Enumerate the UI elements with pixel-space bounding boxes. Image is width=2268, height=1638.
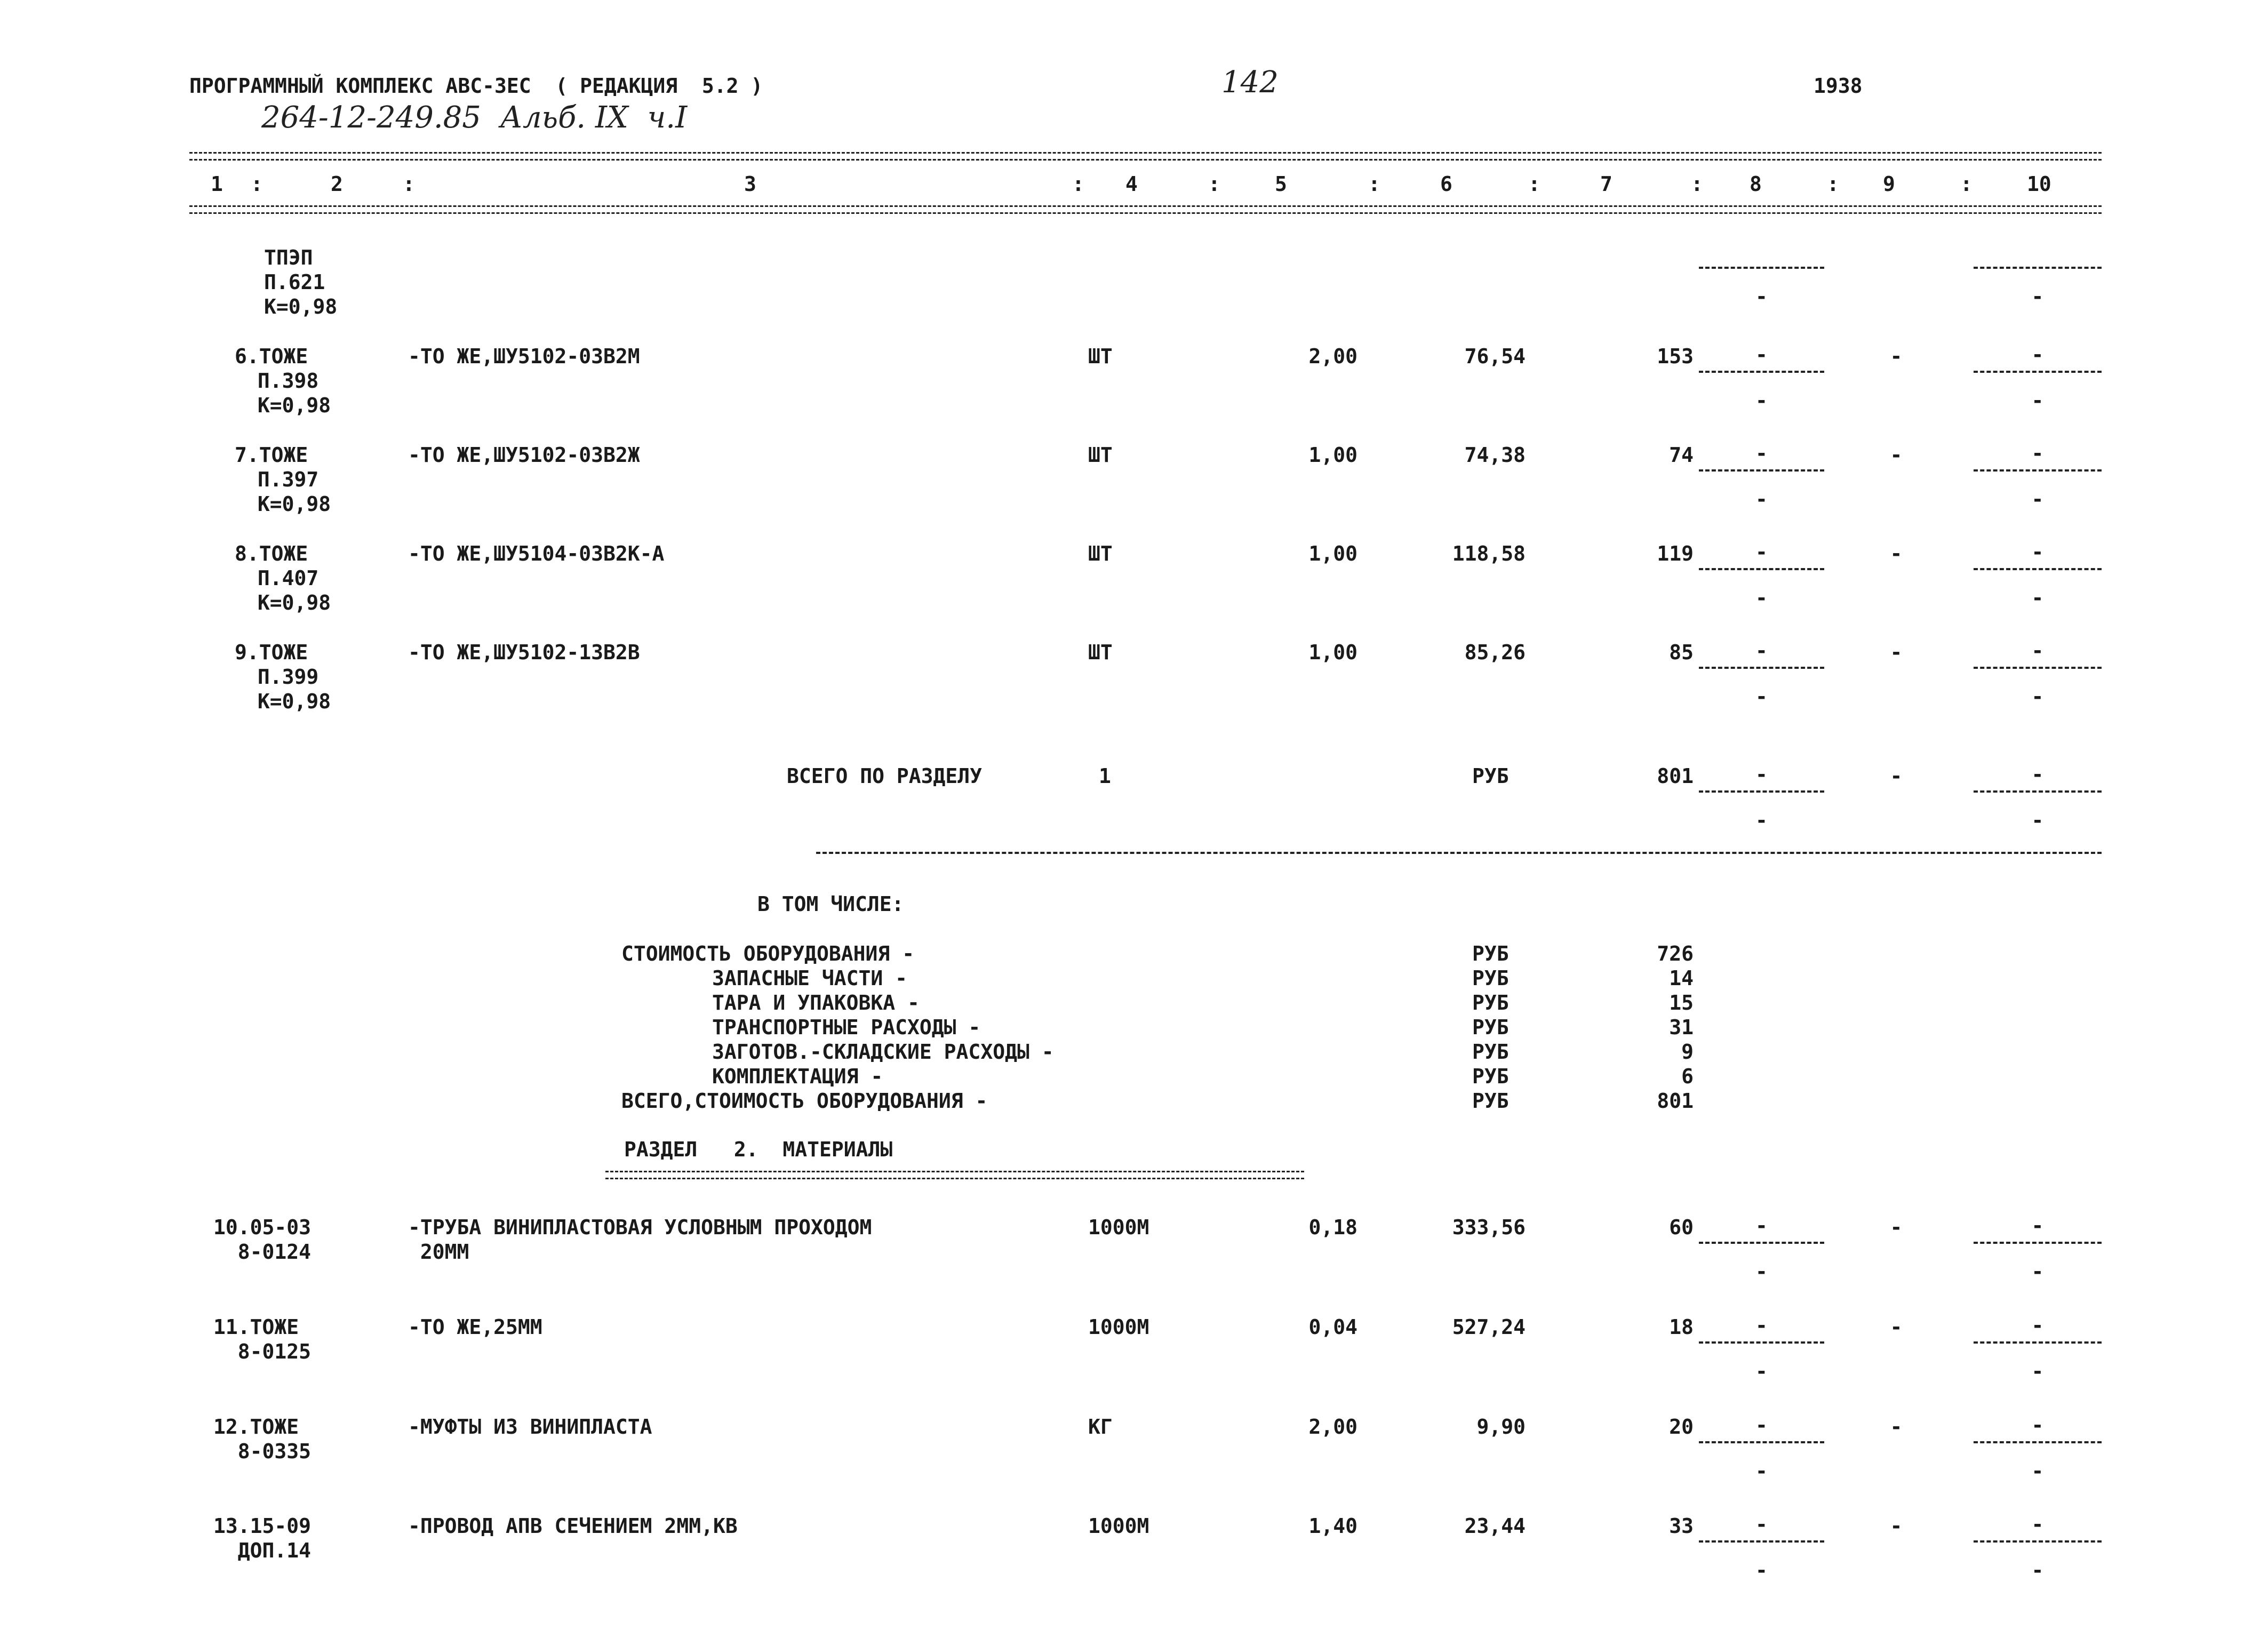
material-col8-bottom: - — [1755, 1559, 1768, 1582]
equipment-code-line: 6.ТОЖЕ — [235, 345, 308, 368]
material-price: 333,56 — [1452, 1216, 1526, 1239]
equipment-name: -ТО ЖЕ,ШУ5102-03В2М — [408, 345, 640, 368]
section-total-unit: РУБ — [1472, 764, 1509, 788]
breakdown-unit: РУБ — [1472, 991, 1509, 1014]
column-header-9: 9 — [1883, 172, 1895, 196]
equipment-col9: - — [1890, 443, 1903, 467]
material-name-line: -ТО ЖЕ,25ММ — [408, 1315, 542, 1339]
top-col10 — [1974, 240, 2102, 309]
equipment-col10-bottom: - — [2031, 389, 2044, 412]
section-total-label: ВСЕГО ПО РАЗДЕЛУ — [787, 764, 983, 788]
equipment-code-line: К=0,98 — [245, 394, 331, 417]
material-col10 — [1974, 1215, 2102, 1284]
equipment-code-line: П.398 — [245, 369, 319, 393]
material-col8 — [1699, 1415, 1824, 1484]
material-col10-line — [1974, 1242, 2102, 1244]
section-total-col10-bottom: - — [2031, 809, 2044, 832]
material-code-line: 8-0125 — [213, 1340, 312, 1363]
section-total-col10-line — [1974, 790, 2102, 793]
material-total: 20 — [1669, 1415, 1694, 1439]
equipment-col8-top: - — [1755, 343, 1768, 366]
material-code-line: 11.ТОЖЕ — [213, 1315, 299, 1339]
material-col9: - — [1890, 1514, 1903, 1538]
material-col8-bottom: - — [1755, 1260, 1768, 1283]
equipment-col8-line — [1699, 667, 1824, 669]
equipment-col10 — [1974, 541, 2102, 611]
material-unit: 1000М — [1088, 1514, 1149, 1538]
material-code-line: 10.05-03 — [213, 1216, 312, 1239]
material-col8-line — [1699, 1540, 1824, 1543]
material-col8-top: - — [1755, 1513, 1768, 1536]
breakdown-label: ТАРА И УПАКОВКА - — [712, 991, 920, 1014]
material-col8 — [1699, 1315, 1824, 1384]
material-col8-bottom: - — [1755, 1360, 1768, 1383]
breakdown-label: КОМПЛЕКТАЦИЯ - — [712, 1065, 883, 1088]
material-col8 — [1699, 1215, 1824, 1284]
material-qty: 2,00 — [1308, 1415, 1357, 1439]
material-col8-line — [1699, 1341, 1824, 1344]
equipment-col10 — [1974, 640, 2102, 709]
material-code-line: 13.15-09 — [213, 1514, 312, 1538]
section-total-value: 801 — [1657, 764, 1694, 788]
equipment-name: -ТО ЖЕ,ШУ5102-13В2В — [408, 641, 640, 664]
material-col8-top: - — [1755, 1214, 1768, 1237]
equipment-col10-line — [1974, 568, 2102, 570]
material-total: 60 — [1669, 1216, 1694, 1239]
material-col10-bottom: - — [2031, 1260, 2044, 1283]
column-header-5: 5 — [1275, 172, 1287, 196]
equipment-code-line: К=0,98 — [245, 492, 331, 516]
equipment-code-line: 7.ТОЖЕ — [235, 443, 308, 467]
equipment-qty: 2,00 — [1308, 345, 1357, 368]
column-separator: : — [1691, 172, 1703, 196]
section-total-col10-top: - — [2031, 763, 2044, 786]
material-name-line: 20ММ — [408, 1240, 469, 1264]
breakdown-unit: РУБ — [1472, 1016, 1509, 1039]
equipment-col8-top: - — [1755, 442, 1768, 465]
material-col10-bottom: - — [2031, 1459, 2044, 1483]
material-col9: - — [1890, 1415, 1903, 1439]
column-separator: : — [1827, 172, 1839, 196]
equipment-code-line: П.399 — [245, 665, 319, 689]
section-total-number: 1 — [1099, 764, 1111, 788]
breakdown-value: 14 — [1669, 966, 1694, 990]
equipment-col10-bottom: - — [2031, 586, 2044, 610]
section-total-col10 — [1974, 764, 2102, 833]
column-header-1: 1 — [211, 172, 223, 196]
top-code-line: ТПЭП — [264, 246, 313, 269]
breakdown-unit: РУБ — [1472, 1065, 1509, 1088]
material-col10 — [1974, 1415, 2102, 1484]
breakdown-value: 31 — [1669, 1016, 1694, 1039]
equipment-name: -ТО ЖЕ,ШУ5104-03В2К-А — [408, 542, 665, 565]
equipment-total: 119 — [1657, 542, 1694, 565]
material-col8-line — [1699, 1441, 1824, 1443]
section-total-col9: - — [1890, 764, 1903, 788]
section-total-rule — [816, 852, 2102, 854]
section2-underline — [605, 1171, 1304, 1179]
including-label: В ТОМ ЧИСЛЕ: — [757, 892, 904, 916]
breakdown-value: 9 — [1681, 1040, 1694, 1064]
equipment-price: 76,54 — [1464, 345, 1526, 368]
equipment-col8-top: - — [1755, 540, 1768, 564]
material-code-line: 8-0124 — [213, 1240, 312, 1264]
breakdown-value: 726 — [1657, 942, 1694, 965]
equipment-col8-line — [1699, 568, 1824, 570]
material-price: 527,24 — [1452, 1315, 1526, 1339]
material-code-line: 12.ТОЖЕ — [213, 1415, 299, 1439]
column-header-7: 7 — [1600, 172, 1612, 196]
material-col10-top: - — [2031, 1413, 2044, 1437]
material-col10-line — [1974, 1540, 2102, 1543]
top-col10-bottom: - — [2031, 285, 2044, 308]
top-rule — [189, 152, 2102, 161]
material-col10 — [1974, 1514, 2102, 1583]
equipment-unit: ШТ — [1088, 542, 1113, 565]
equipment-col8-top: - — [1755, 639, 1768, 662]
equipment-unit: ШТ — [1088, 443, 1113, 467]
equipment-col8-bottom: - — [1755, 488, 1768, 511]
equipment-col9: - — [1890, 345, 1903, 368]
column-separator: : — [403, 172, 415, 196]
column-header-8: 8 — [1750, 172, 1762, 196]
header-bottom-rule — [189, 205, 2102, 214]
material-code-line: 8-0335 — [213, 1440, 312, 1463]
column-header-6: 6 — [1440, 172, 1452, 196]
equipment-col10-line — [1974, 667, 2102, 669]
project-reference-handwritten: 264-12-249.85 Альб. IX ч.I — [261, 100, 688, 135]
equipment-col9: - — [1890, 641, 1903, 664]
breakdown-label: ЗАГОТОВ.-СКЛАДСКИЕ РАСХОДЫ - — [712, 1040, 1054, 1064]
equipment-qty: 1,00 — [1308, 542, 1357, 565]
column-separator: : — [1208, 172, 1220, 196]
material-col10-line — [1974, 1441, 2102, 1443]
program-header: ПРОГРАММНЫЙ КОМПЛЕКС АВС-ЗЕС ( РЕДАКЦИЯ 5.2 ) — [189, 74, 763, 98]
equipment-code-line: 9.ТОЖЕ — [235, 641, 308, 664]
breakdown-unit: РУБ — [1472, 942, 1509, 965]
equipment-col10-bottom: - — [2031, 488, 2044, 511]
document-number: 1938 — [1814, 74, 1863, 98]
equipment-col10-line — [1974, 371, 2102, 373]
column-separator: : — [251, 172, 263, 196]
equipment-col8-bottom: - — [1755, 685, 1768, 708]
equipment-price: 85,26 — [1464, 641, 1526, 664]
material-col8-line — [1699, 1242, 1824, 1244]
column-separator: : — [1072, 172, 1084, 196]
breakdown-label: ВСЕГО,СТОИМОСТЬ ОБОРУДОВАНИЯ - — [621, 1089, 988, 1113]
equipment-col10-top: - — [2031, 343, 2044, 366]
material-total: 18 — [1669, 1315, 1694, 1339]
page-number-handwritten: 142 — [1221, 65, 1279, 100]
equipment-col9: - — [1890, 542, 1903, 565]
equipment-col10-bottom: - — [2031, 685, 2044, 708]
equipment-col8 — [1699, 541, 1824, 611]
equipment-col8 — [1699, 640, 1824, 709]
equipment-name: -ТО ЖЕ,ШУ5102-03В2Ж — [408, 443, 640, 467]
breakdown-label: ЗАПАСНЫЕ ЧАСТИ - — [712, 966, 908, 990]
equipment-col8-line — [1699, 371, 1824, 373]
material-col9: - — [1890, 1315, 1903, 1339]
material-col8 — [1699, 1514, 1824, 1583]
breakdown-value: 6 — [1681, 1065, 1694, 1088]
material-col8-top: - — [1755, 1413, 1768, 1437]
material-col10 — [1974, 1315, 2102, 1384]
material-name-line: -МУФТЫ ИЗ ВИНИПЛАСТА — [408, 1415, 652, 1439]
equipment-qty: 1,00 — [1308, 641, 1357, 664]
equipment-code-line: К=0,98 — [245, 690, 331, 713]
material-col10-bottom: - — [2031, 1559, 2044, 1582]
equipment-col10-top: - — [2031, 442, 2044, 465]
material-col8-bottom: - — [1755, 1459, 1768, 1483]
material-col8-top: - — [1755, 1314, 1768, 1337]
material-qty: 1,40 — [1308, 1514, 1357, 1538]
material-price: 9,90 — [1476, 1415, 1526, 1439]
equipment-total: 85 — [1669, 641, 1694, 664]
equipment-col10-top: - — [2031, 639, 2044, 662]
breakdown-unit: РУБ — [1472, 966, 1509, 990]
equipment-code-line: К=0,98 — [245, 591, 331, 614]
equipment-price: 74,38 — [1464, 443, 1526, 467]
section-total-col8-line — [1699, 790, 1824, 793]
equipment-col8-bottom: - — [1755, 389, 1768, 412]
equipment-qty: 1,00 — [1308, 443, 1357, 467]
equipment-code-line: П.397 — [245, 468, 319, 491]
breakdown-unit: РУБ — [1472, 1040, 1509, 1064]
equipment-total: 153 — [1657, 345, 1694, 368]
top-col8 — [1699, 240, 1824, 309]
material-name-line: -ТРУБА ВИНИПЛАСТОВАЯ УСЛОВНЫМ ПРОХОДОМ — [408, 1216, 872, 1239]
column-separator: : — [1960, 172, 1972, 196]
top-col8-line — [1699, 267, 1824, 269]
equipment-col8 — [1699, 443, 1824, 512]
equipment-col8-line — [1699, 469, 1824, 472]
breakdown-value: 801 — [1657, 1089, 1694, 1113]
material-total: 33 — [1669, 1514, 1694, 1538]
equipment-total: 74 — [1669, 443, 1694, 467]
material-col10-bottom: - — [2031, 1360, 2044, 1383]
column-header-2: 2 — [331, 172, 343, 196]
top-code-line: П.621 — [264, 270, 325, 294]
column-separator: : — [1528, 172, 1540, 196]
column-header-4: 4 — [1125, 172, 1138, 196]
breakdown-value: 15 — [1669, 991, 1694, 1014]
material-col9: - — [1890, 1216, 1903, 1239]
section-total-col8 — [1699, 764, 1824, 833]
section-total-col8-bottom: - — [1755, 809, 1768, 832]
material-col10-top: - — [2031, 1513, 2044, 1536]
equipment-col10-line — [1974, 469, 2102, 472]
column-separator: : — [1368, 172, 1380, 196]
column-header-3: 3 — [744, 172, 756, 196]
equipment-col8 — [1699, 344, 1824, 413]
equipment-unit: ШТ — [1088, 641, 1113, 664]
material-qty: 0,18 — [1308, 1216, 1357, 1239]
top-code-line: К=0,98 — [264, 295, 338, 318]
material-unit: КГ — [1088, 1415, 1113, 1439]
equipment-unit: ШТ — [1088, 345, 1113, 368]
top-col8-bottom: - — [1755, 285, 1768, 308]
equipment-col10 — [1974, 443, 2102, 512]
column-header-10: 10 — [2027, 172, 2051, 196]
breakdown-label: СТОИМОСТЬ ОБОРУДОВАНИЯ - — [621, 942, 915, 965]
material-name-line: -ПРОВОД АПВ СЕЧЕНИЕМ 2ММ,КВ — [408, 1514, 738, 1538]
material-code-line: ДОП.14 — [213, 1539, 312, 1562]
material-qty: 0,04 — [1308, 1315, 1357, 1339]
breakdown-label: ТРАНСПОРТНЫЕ РАСХОДЫ - — [712, 1016, 981, 1039]
equipment-col10 — [1974, 344, 2102, 413]
material-unit: 1000М — [1088, 1216, 1149, 1239]
material-col10-top: - — [2031, 1214, 2044, 1237]
equipment-code-line: 8.ТОЖЕ — [235, 542, 308, 565]
top-col10-line — [1974, 267, 2102, 269]
section2-title: РАЗДЕЛ 2. МАТЕРИАЛЫ — [624, 1138, 893, 1161]
material-unit: 1000М — [1088, 1315, 1149, 1339]
section-total-col8-top: - — [1755, 763, 1768, 786]
breakdown-unit: РУБ — [1472, 1089, 1509, 1113]
material-price: 23,44 — [1464, 1514, 1526, 1538]
equipment-price: 118,58 — [1452, 542, 1526, 565]
material-col10-line — [1974, 1341, 2102, 1344]
material-col10-top: - — [2031, 1314, 2044, 1337]
equipment-col8-bottom: - — [1755, 586, 1768, 610]
equipment-col10-top: - — [2031, 540, 2044, 564]
equipment-code-line: П.407 — [245, 566, 319, 590]
